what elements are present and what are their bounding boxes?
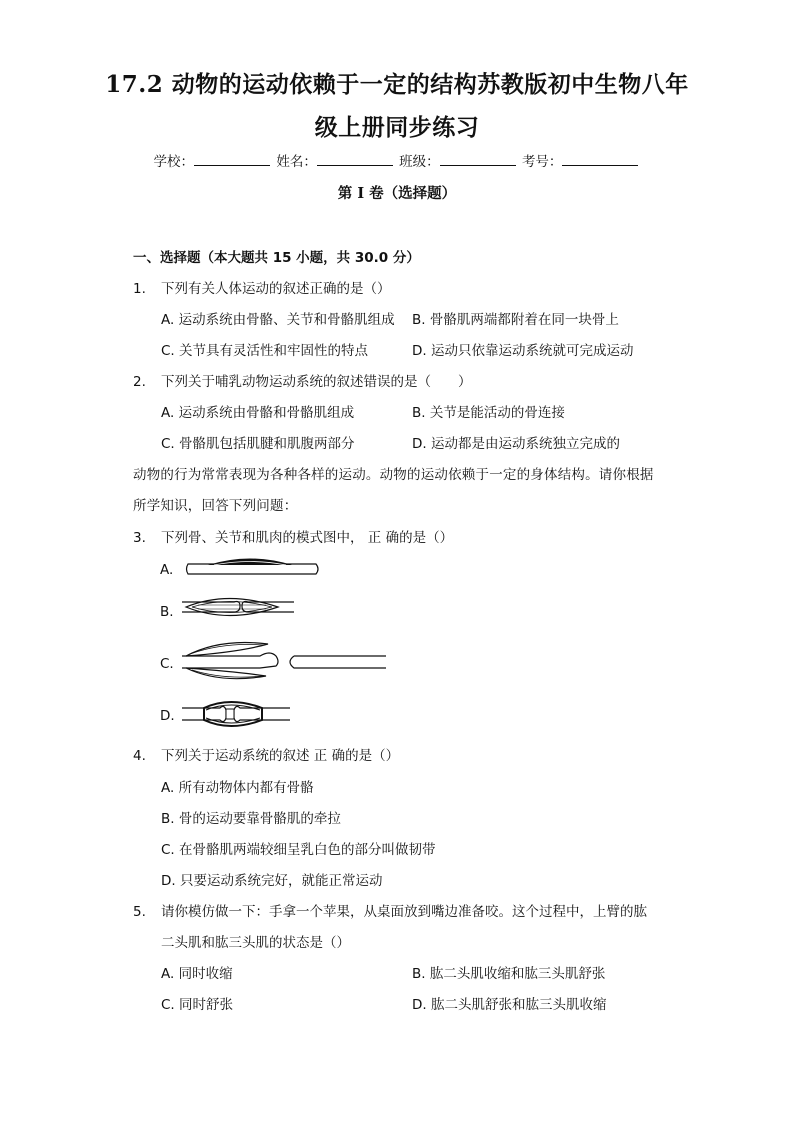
- school-blank[interactable]: [194, 151, 270, 166]
- option-label: C.: [160, 656, 174, 672]
- roll-heading: 第 I 卷（选择题）: [337, 185, 457, 202]
- q1-option-d[interactable]: D. 运动只依靠运动系统就可完成运动: [412, 343, 634, 359]
- question-number: 2.: [133, 374, 146, 390]
- question-stem: 下列有关人体运动的叙述正确的是（）: [161, 281, 391, 297]
- class-label: 班级：: [399, 154, 440, 170]
- bone-muscle-diagram-c: [180, 632, 390, 688]
- q2-option-a[interactable]: A. 运动系统由骨骼和骨骼肌组成: [161, 405, 355, 421]
- exam-no-label: 考号：: [521, 154, 563, 170]
- q3-option-d[interactable]: [160, 708, 175, 724]
- q1-option-c[interactable]: C. 关节具有灵活性和牢固性的特点: [161, 343, 369, 359]
- passage-line-2: 所学知识，回答下列问题：: [133, 498, 298, 514]
- passage-line-1: 动物的行为常常表现为各种各样的运动。动物的运动依赖于一定的身体结构。请你根据: [133, 467, 654, 483]
- question-stem: 下列关于哺乳动物运动系统的叙述错误的是（ ）: [161, 374, 472, 390]
- q3-option-b[interactable]: [160, 604, 174, 620]
- q1-option-b[interactable]: B. 骨骼肌两端都附着在同一块骨上: [412, 312, 619, 328]
- q3-option-c[interactable]: [160, 656, 174, 672]
- name-blank[interactable]: [317, 151, 393, 166]
- title-line-1: 17.2 动物的运动依赖于一定的结构苏教版初中生物八年: [105, 71, 689, 98]
- question-1: [133, 277, 391, 297]
- q4-option-b[interactable]: B. 骨的运动要靠骨骼肌的牵拉: [161, 811, 341, 827]
- q5-option-b[interactable]: B. 肱二头肌收缩和肱三头肌舒张: [412, 966, 606, 982]
- q4-option-c[interactable]: C. 在骨骼肌两端较细呈乳白色的部分叫做韧带: [161, 842, 436, 858]
- option-label: D.: [160, 708, 175, 724]
- question-number: 1.: [133, 281, 146, 297]
- question-number: 5.: [133, 904, 146, 920]
- q1-option-a[interactable]: A. 运动系统由骨骼、关节和骨骼肌组成: [161, 312, 395, 328]
- q4-option-d[interactable]: D. 只要运动系统完好，就能正常运动: [161, 873, 383, 889]
- q2-option-d[interactable]: D. 运动都是由运动系统独立完成的: [412, 436, 620, 452]
- question-stem: 下列关于运动系统的叙述 正 确的是（）: [161, 748, 400, 764]
- question-5-stem-line-2: 二头肌和肱三头肌的状态是（）: [161, 935, 350, 951]
- bone-muscle-diagram-b: [178, 592, 298, 626]
- option-label: A.: [160, 562, 174, 578]
- question-2: [133, 370, 472, 390]
- question-3: [133, 526, 453, 546]
- q2-option-c[interactable]: C. 骨骼肌包括肌腱和肌腹两部分: [161, 436, 355, 452]
- school-label: 学校：: [153, 154, 195, 170]
- name-label: 姓名：: [276, 154, 317, 170]
- option-label: B.: [160, 604, 174, 620]
- question-4: [133, 744, 399, 764]
- q3-option-a[interactable]: [160, 562, 173, 578]
- student-info-row: [0, 150, 794, 170]
- exam-no-blank[interactable]: [562, 151, 638, 166]
- q4-option-a[interactable]: A. 所有动物体内都有骨骼: [161, 780, 314, 796]
- q5-option-c[interactable]: C. 同时舒张: [161, 997, 234, 1013]
- question-number: 3.: [133, 530, 146, 546]
- question-stem: 下列骨、关节和肌肉的模式图中， 正 确的是（）: [161, 530, 454, 546]
- question-number: 4.: [133, 748, 146, 764]
- question-stem-line-1: 请你模仿做一下：手拿一个苹果，从桌面放到嘴边准备咬。这个过程中，上臂的肱: [161, 904, 647, 920]
- question-5: [133, 900, 647, 920]
- section-heading: 一、选择题（本大题共 15 小题，共 30.0 分）: [133, 250, 420, 266]
- bone-muscle-diagram-d: [180, 698, 300, 730]
- bone-muscle-diagram-a: [184, 556, 324, 582]
- class-blank[interactable]: [440, 151, 516, 166]
- title-line-2: 级上册同步练习: [314, 114, 480, 141]
- q2-option-b[interactable]: B. 关节是能活动的骨连接: [412, 405, 565, 421]
- q5-option-a[interactable]: A. 同时收缩: [161, 966, 233, 982]
- q5-option-d[interactable]: D. 肱二头肌舒张和肱三头肌收缩: [412, 997, 607, 1013]
